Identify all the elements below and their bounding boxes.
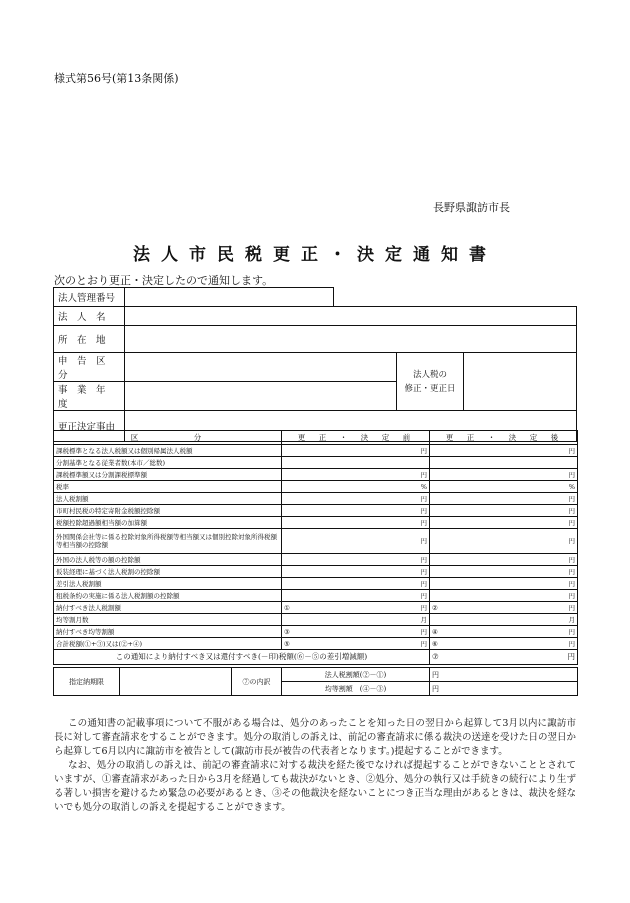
table-row: 差引法人税割額 円 円 [54,578,578,590]
due-date-table: 指定納期限 ⑦の内訳 法人税割額(②－①) 円 均等割額 (④－③) 円 [53,667,578,696]
form-number: 様式第56号(第13条関係) [54,72,179,85]
table-row: 市町村民税の特定寄附金税額控除額 円 円 [54,505,578,517]
summary-row: この通知により納付すべき又は還付すべき(－印)税額(⑥－⑤の差引増減額) ⑦ 円 [54,650,578,665]
table-row: 外国関係会社等に係る控除対象所得税額等相当額又は個別控除対象所得税額等相当額の控除額 円 円 [54,529,578,554]
table-row: 法人税割額 円 円 [54,493,578,505]
corp-mgmt-no-field[interactable] [125,288,334,307]
due-date-field[interactable] [120,668,232,696]
corp-name-label: 法 人 名 [54,307,125,326]
corp-tax-date-field[interactable] [464,353,577,411]
due-date-label: 指定納期限 [54,668,120,696]
reason-label: 更正決定事由 [54,411,125,442]
intro-text: 次のとおり更正・決定したので通知します。 [54,274,274,287]
table-row: 税率 % % [54,481,578,493]
table-row: 合計税額(①+③)又は(②+④) ⑤ 円 ⑥ 円 [54,638,578,650]
corp-name-field[interactable] [125,307,577,326]
issuer-name: 長野県諏訪市長 [433,201,510,214]
address-field[interactable] [125,326,577,353]
filing-type-label: 申 告 区 分 [54,353,125,382]
fiscal-year-label: 事 業 年 度 [54,382,125,411]
table-row: 納付すべき均等割額 ③ 円 ④ 円 [54,626,578,638]
table-row: 分割基準となる従業者数(本市／総数) [54,457,578,469]
legal-notes [54,717,576,815]
table-row: 納付すべき法人税割額 ① 円 ② 円 [54,602,578,614]
breakdown-label: ⑦の内訳 [232,668,282,696]
address-label: 所 在 地 [54,326,125,353]
tax-calculation-table [53,430,578,665]
table-row: 租税条約の実施に係る法人税割額の控除額 円 円 [54,590,578,602]
table-row: 外国の法人税等の額の控除額 円 円 [54,554,578,566]
table-row: 課税標準額又は分割課税標準額 円 円 [54,469,578,481]
table-row: 税額控除超過額相当額の加算額 円 円 [54,517,578,529]
table-row: 均等割月数 月 月 [54,614,578,626]
table-row: 仮装経理に基づく法人税割の控除額 円 円 [54,566,578,578]
note-paragraph-1: この通知書の記載事項について不服がある場合は、処分のあったことを知った日の翌日から起算して3月以内に諏訪市長に対して審査請求をすることができます。処分の取消しの訴えは、前記の審査請求に係る裁決の送達を受けた日の翌日から起算して6月以内に諏訪市を被告として(諏訪市長が被告の代表者となります。)提起することができます。 [54,718,576,757]
corp-tax-date-label: 法人税の 修正・更正日 [397,353,464,411]
note-paragraph-2: なお、処分の取消しの訴えは、前記の審査請求に対する裁決を経た後でなければ提起することができないこととされていますが、①審査請求があった日から3月を経過しても裁決がないとき、②処分、処分の執行又は手続きの続行により生ずる著しい損害を避けるため緊急の必要があるとき、③その他裁決を経ないことにつき正当な理由があるときは、裁決を経ないでも処分の取消しの訴えを提起することができます。 [54,760,576,813]
col-after-header: 更 正 ・ 決 定 後 [430,431,578,445]
fiscal-year-field[interactable] [125,382,397,411]
filing-type-field[interactable] [125,353,397,382]
corporate-info-table [53,287,577,442]
document-title: 法人市民税更正・決定通知書 [133,245,497,265]
col-category-header: 区 分 [54,431,282,445]
breakdown-per-capita: 均等割額 (④－③) [282,682,430,696]
table-row: 課税標準となる法人税額又は個別帰属法人税額 円 円 [54,445,578,457]
col-before-header: 更 正 ・ 決 定 前 [282,431,430,445]
breakdown-corp-tax: 法人税割額(②－①) [282,668,430,682]
corp-mgmt-no-label: 法人管理番号 [54,288,125,307]
